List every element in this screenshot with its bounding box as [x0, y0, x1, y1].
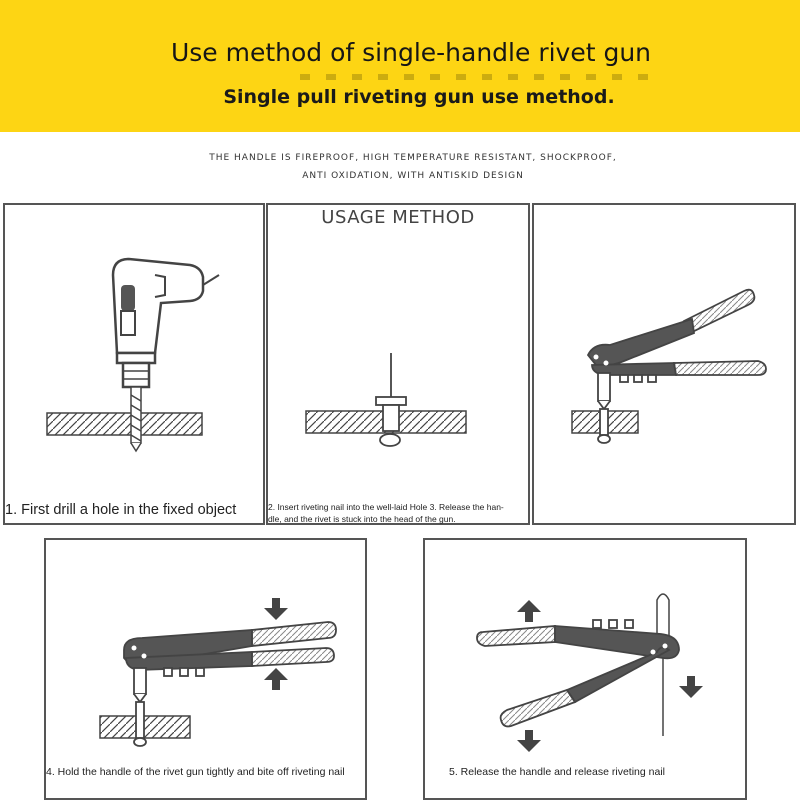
step-3-caption [534, 502, 794, 524]
usage-method-heading: USAGE METHOD [321, 207, 475, 228]
arrow-down-icon [679, 676, 703, 698]
tagline-line-1: THE HANDLE IS FIREPROOF, HIGH TEMPERATURE RESISTANT, SHOCKPROOF, [209, 153, 617, 163]
header-banner [0, 0, 800, 132]
step-4-panel [44, 538, 367, 800]
page-subtitle: Single pull riveting gun use method. [223, 86, 615, 108]
rivet-insert-illustration [268, 205, 532, 527]
rivet-gun-squeeze-illustration [46, 540, 369, 802]
step-4-caption: 4. Hold the handle of the rivet gun tightly and bite off riveting nail [46, 766, 345, 778]
arrow-down-icon [517, 730, 541, 752]
electric-drill-icon [113, 259, 219, 387]
step-2-caption-line-1: 2. Insert riveting nail into the well-laid Hole 3. Release the han- [268, 502, 504, 512]
arrow-down-icon [264, 598, 288, 620]
rivet-gun-open-illustration [534, 205, 798, 527]
step-3-panel [532, 203, 796, 525]
step-1-panel [3, 203, 265, 525]
banner-ghost-text [300, 74, 660, 80]
tagline-line-2: ANTI OXIDATION, WITH ANTISKID DESIGN [302, 171, 524, 181]
arrow-up-icon [517, 600, 541, 622]
rivet-gun-release-illustration [425, 540, 749, 802]
step-5-caption: 5. Release the handle and release riveting nail [449, 766, 665, 778]
board-icon [100, 716, 190, 738]
step-1-caption: 1. First drill a hole in the fixed object [5, 502, 237, 518]
step-2-panel [266, 203, 530, 525]
arrow-up-icon [264, 668, 288, 690]
step-2-caption-line-2: dle, and the rivet is stuck into the head of the gun. [268, 514, 456, 524]
board-icon [47, 413, 202, 435]
drill-illustration [5, 205, 267, 527]
page-title: Use method of single-handle rivet gun [170, 38, 652, 67]
rivet-gun-icon [477, 620, 679, 726]
drill-bit-icon [131, 387, 141, 451]
step-5-panel [423, 538, 747, 800]
riveting-nail-icon [657, 594, 669, 736]
